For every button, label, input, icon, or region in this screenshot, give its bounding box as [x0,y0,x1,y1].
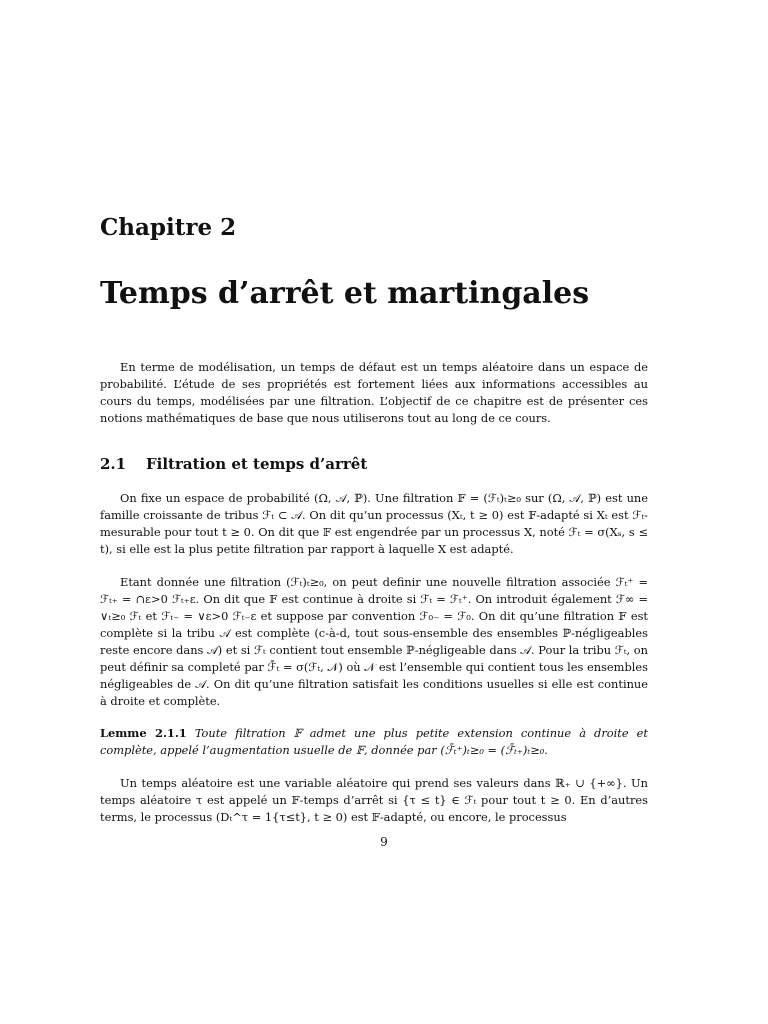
intro-paragraph: En terme de modélisation, un temps de défaut est un temps aléatoire dans un espace de probabilité. L’étude de ses propriétés est fortement liées aux informations accessibles au cours du temps, modélisées par une filtration. L’objectif de ce chapitre est de présenter ces notions mathématiques de base que nous utiliserons tout au long de ce cours. [100,360,648,425]
lemma [100,725,648,759]
paragraph-block-2 [100,574,648,710]
lemma-label: Lemme 2.1.1 [100,726,187,740]
lemma-block [100,725,648,759]
paragraph-filtration: On fixe un espace de probabilité (Ω, 𝒜, ℙ). Une filtration 𝔽 = (ℱₜ)ₜ≥₀ sur (Ω, 𝒜, ℙ) est une famille croissante de tribus ℱₜ ⊂ 𝒜. On dit qu’un processus (Xₜ, t ≥ 0) est 𝔽-adapté si Xₜ est ℱₜ-mesurable pour tout t ≥ 0. On dit que 𝔽 est engendrée par un processus X, noté ℱₜ = σ(Xₛ, s ≤ t), si elle est la plus petite filtration par rapport à laquelle X est adapté. [100,491,648,556]
paragraph-block-1 [100,490,648,558]
lemma-text: Toute filtration 𝔽 admet une plus petite extension continue à droite et complète, appelé l’augmentation usuelle de 𝔽, donnée par (ℱ̄ₜ⁺)ₜ≥₀ = (ℱ̄ₜ₊)ₜ≥₀. [100,726,648,757]
paragraph-stopping-time: Un temps aléatoire est une variable aléatoire qui prend ses valeurs dans ℝ₊ ∪ {+∞}. Un temps aléatoire τ est appelé un 𝔽-temps d’arrêt si {τ ≤ t} ∈ ℱₜ pour tout t ≥ 0. En d’autres terms, le processus (Dₜ^τ = 1{τ≤t}, t ≥ 0) est 𝔽-adapté, ou encore, le processus [100,776,648,824]
chapter-title: Temps d’arrêt et martingales [100,276,590,311]
section-heading [100,455,367,473]
section-number: 2.1 [100,455,127,473]
page-number: 9 [380,835,388,849]
paragraph-usual-conditions: Etant donnée une filtration (ℱₜ)ₜ≥₀, on peut definir une nouvelle filtration associée ℱₜ⁺ = ℱₜ₊ = ∩ε>0 ℱₜ₊ε. On dit que 𝔽 est continue à droite si ℱₜ = ℱₜ⁺. On introduit également ℱ∞ = ∨ₜ≥₀ ℱₜ et ℱₜ₋ = ∨ε>0 ℱₜ₋ε et suppose par convention ℱ₀₋ = ℱ₀. On dit qu’une filtration 𝔽 est complète si la tribu 𝒜 est complète (c-à-d, tout sous-ensemble des ensembles ℙ-négligeables reste encore dans 𝒜) et si ℱₜ contient tout ensemble ℙ-négligeable dans 𝒜. Pour la tribu ℱₜ, on peut définir sa completé par ℱ̄ₜ = σ(ℱₜ, 𝒩) où 𝒩 est l’ensemble qui contient tous les ensembles négligeables de 𝒜. On dit qu’une filtration satisfait les conditions usuelles si elle est continue à droite et complète. [100,575,648,708]
section-title: Filtration et temps d’arrêt [146,455,368,473]
paragraph-block-3 [100,775,648,826]
intro-block [100,359,648,427]
chapter-label: Chapitre 2 [100,214,237,241]
